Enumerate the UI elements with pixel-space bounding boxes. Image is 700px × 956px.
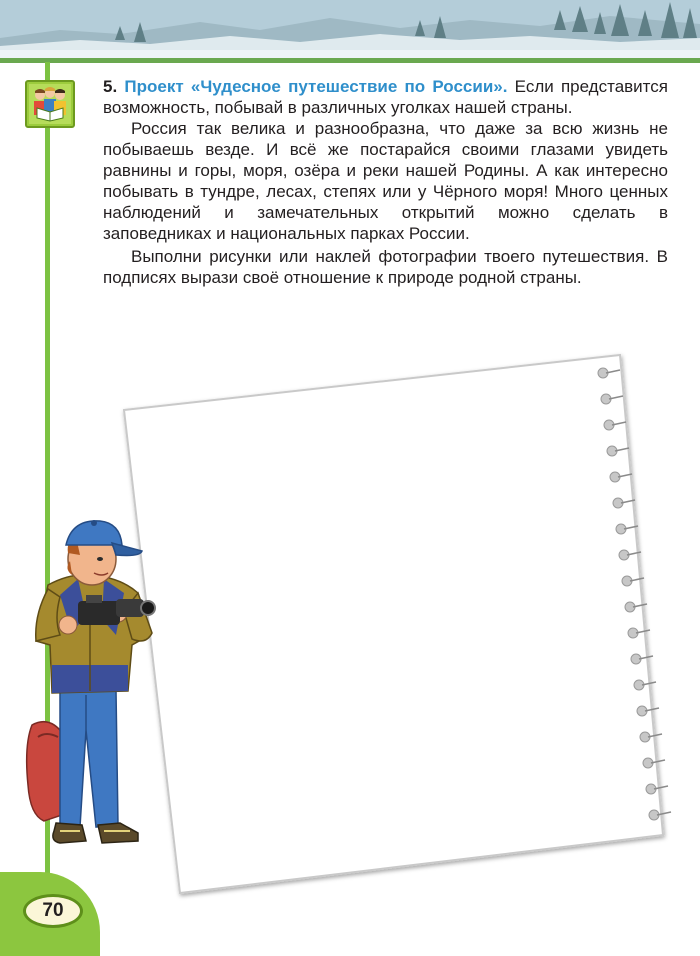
task-paragraph-3: Выполни рисунки или наклей фотографии твоего путешествия. В подписях вырази своё отношение к природе родной страны. xyxy=(103,247,668,287)
boy-with-camera-illustration xyxy=(20,515,170,860)
task-intro: Если представится возможность, побывай в различных уголках нашей страны. xyxy=(103,77,668,117)
task-paragraph-2: Россия так велика и разнообразна, что даже за всю жизнь не побываешь везде. И всё же постарайся своими глазами увидеть равнины и горы, моря, озёра и реки нашей Родины. А как интересно побывать в тундре, лесах, степях или у Чёрного моря! Много ценных наблюдений и замечательных открытий можно сделать в заповедниках и национальных парках России. xyxy=(103,119,668,243)
task-title: Проект «Чудесное путешествие по России». xyxy=(124,77,508,96)
task-number: 5. xyxy=(103,77,118,96)
page-number: 70 xyxy=(23,894,83,928)
